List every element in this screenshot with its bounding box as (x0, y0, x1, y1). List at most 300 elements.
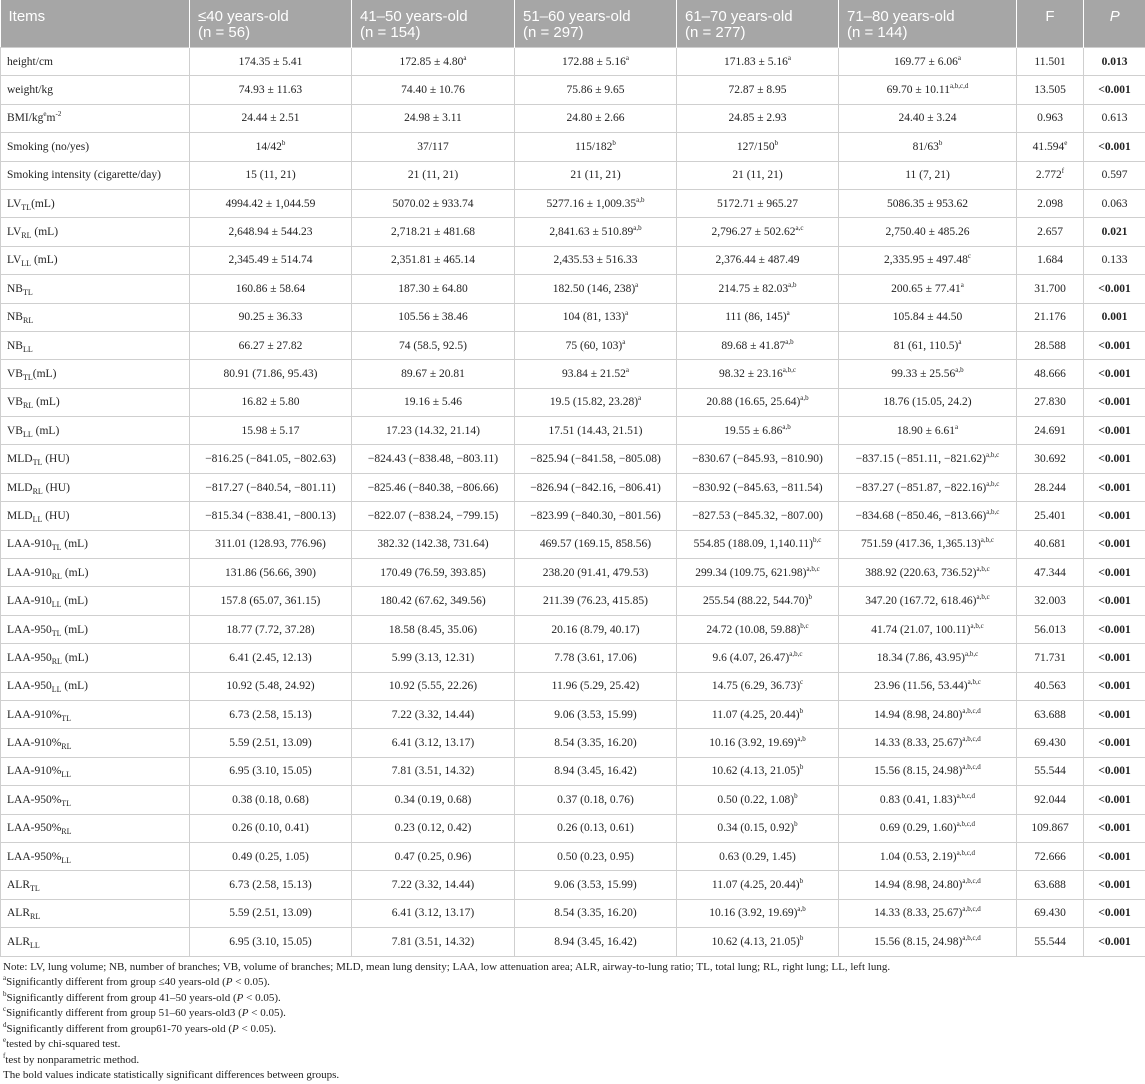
cell-value: 74.93 ± 11.63 (239, 84, 302, 96)
cell-superscript: b (808, 593, 812, 601)
table-cell (515, 842, 677, 870)
cell-value: 7.81 (3.51, 14.32) (392, 936, 474, 948)
cell-superscript: a,b,c,d (957, 849, 975, 857)
table-cell (839, 331, 1017, 359)
f-number: 28.244 (1034, 482, 1066, 494)
f-value (1017, 360, 1084, 388)
table-cell (515, 275, 677, 303)
table-cell (515, 133, 677, 161)
table-cell (190, 104, 352, 132)
table-cell (839, 530, 1017, 558)
p-value: <0.001 (1084, 700, 1145, 728)
table-cell (515, 48, 677, 76)
cell-value: −816.25 (−841.05, −802.63) (205, 453, 336, 465)
f-value (1017, 899, 1084, 927)
table-cell (515, 360, 677, 388)
table-cell (352, 303, 515, 331)
cell-value: 2,796.27 ± 502.62 (712, 226, 796, 238)
table-cell (515, 76, 677, 104)
cell-superscript: a,b,c,d (962, 877, 980, 885)
item-text-suffix: (mL) (62, 538, 89, 550)
cell-superscript: a (635, 281, 638, 289)
item-text-suffix: (mL) (31, 254, 58, 266)
f-number: 72.666 (1034, 851, 1066, 863)
item-text: NB (7, 311, 23, 323)
table-row (1, 133, 1145, 161)
cell-value: 2,435.53 ± 516.33 (554, 254, 638, 266)
cell-value: 6.73 (2.58, 15.13) (229, 709, 311, 721)
f-value (1017, 303, 1084, 331)
cell-value: 111 (86, 145) (725, 311, 786, 323)
cell-value: 18.90 ± 6.61 (897, 425, 955, 437)
cell-value: −825.94 (−841.58, −805.08) (530, 453, 661, 465)
cell-value: 24.85 ± 2.93 (728, 112, 786, 124)
p-value: <0.001 (1084, 729, 1145, 757)
table-cell (677, 189, 839, 217)
table-cell (677, 275, 839, 303)
table-cell (677, 928, 839, 956)
table-cell (677, 331, 839, 359)
table-cell (352, 161, 515, 189)
table-cell (839, 615, 1017, 643)
item-subscript: RL (61, 742, 71, 751)
note-line (3, 1053, 1145, 1069)
cell-value: 0.83 (0.41, 1.83) (880, 794, 957, 806)
cell-value: 172.88 ± 5.16 (562, 56, 626, 68)
item-text-suffix: (mL) (33, 396, 60, 408)
cell-value: 0.63 (0.29, 1.45) (719, 851, 796, 863)
cell-superscript: b (800, 707, 804, 715)
note-line (3, 1022, 1145, 1038)
cell-value: 169.77 ± 6.06 (894, 56, 958, 68)
item-text: BMI/kg (7, 112, 43, 124)
table-cell (352, 473, 515, 501)
item-subscript: TL (30, 884, 40, 893)
table-cell (677, 842, 839, 870)
table-cell (677, 133, 839, 161)
table-cell (352, 700, 515, 728)
cell-value: −822.07 (−838.24, −799.15) (368, 510, 499, 522)
cell-value: 180.42 (67.62, 349.56) (380, 595, 485, 607)
cell-value: 14.94 (8.98, 24.80) (874, 879, 962, 891)
cell-superscript: b (800, 877, 804, 885)
table-cell (515, 814, 677, 842)
note-marker: d (3, 1021, 7, 1029)
cell-value: −830.92 (−845.63, −811.54) (692, 482, 822, 494)
item-text-suffix: (mL) (62, 624, 89, 636)
cell-value: 2,648.94 ± 544.23 (229, 226, 313, 238)
row-item-label (1, 615, 190, 643)
table-cell (352, 786, 515, 814)
cell-superscript: b (775, 139, 779, 147)
table-cell (839, 161, 1017, 189)
table-row (1, 729, 1145, 757)
item-text-suffix: (mL) (62, 652, 89, 664)
item-subscript: LL (52, 685, 62, 694)
cell-value: 74 (58.5, 92.5) (399, 340, 467, 352)
table-cell (515, 559, 677, 587)
f-value (1017, 417, 1084, 445)
row-item-label (1, 246, 190, 274)
cell-superscript: a,b (785, 338, 793, 346)
table-cell (515, 189, 677, 217)
note-line (3, 1006, 1145, 1022)
cell-superscript: b,c (813, 536, 821, 544)
table-cell (352, 530, 515, 558)
table-row (1, 360, 1145, 388)
cell-value: −827.53 (−845.32, −807.00) (692, 510, 823, 522)
cell-value: 0.50 (0.23, 0.95) (557, 851, 634, 863)
table-cell (190, 48, 352, 76)
cell-superscript: a (958, 338, 961, 346)
item-text-suffix: (mL) (62, 595, 89, 607)
table-cell (352, 76, 515, 104)
cell-value: 81/63 (913, 141, 939, 153)
table-row (1, 814, 1145, 842)
f-number: 25.401 (1034, 510, 1066, 522)
cell-value: 11 (7, 21) (905, 169, 950, 181)
item-subscript: LL (61, 856, 71, 865)
cell-value: 105.56 ± 38.46 (398, 311, 468, 323)
cell-superscript: a (625, 309, 628, 317)
f-number: 30.692 (1034, 453, 1066, 465)
cell-value: −837.27 (−851.87, −822.16) (856, 482, 987, 494)
cell-value: 99.33 ± 25.56 (891, 368, 955, 380)
f-value (1017, 189, 1084, 217)
f-value (1017, 502, 1084, 530)
cell-value: 14/42 (256, 141, 282, 153)
table-cell (515, 331, 677, 359)
table-cell (515, 218, 677, 246)
item-text-suffix: (mL) (31, 198, 55, 210)
table-cell (839, 473, 1017, 501)
cell-value: 18.34 (7.86, 43.95) (877, 652, 965, 664)
table-cell (515, 899, 677, 927)
item-superscript: -2 (55, 110, 61, 118)
cell-superscript: a,b,c,d (962, 934, 980, 942)
cell-value: 5172.71 ± 965.27 (717, 198, 798, 210)
note-line (3, 1068, 1145, 1084)
table-cell (352, 899, 515, 927)
cell-value: 105.84 ± 44.50 (893, 311, 963, 323)
table-cell (352, 218, 515, 246)
table-cell (839, 700, 1017, 728)
f-number: 71.731 (1034, 652, 1066, 664)
row-item-label (1, 360, 190, 388)
cell-value: 5.99 (3.13, 12.31) (392, 652, 474, 664)
cell-value: −834.68 (−850.46, −813.66) (856, 510, 987, 522)
note-text: Note: LV, lung volume; NB, number of branches; VB, volume of branches; MLD, mean lung density; LAA, low attenuation area; ALR, airway-to-lung ratio; TL, total lung; RL, right lung; LL, left lung. (3, 961, 890, 973)
table-row (1, 218, 1145, 246)
cell-value: 15 (11, 21) (245, 169, 295, 181)
header-f: F (1017, 0, 1084, 48)
cell-value: 5277.16 ± 1,009.35 (546, 198, 636, 210)
table-cell (190, 871, 352, 899)
cell-superscript: a,b (797, 905, 805, 913)
f-number: 2.657 (1037, 226, 1063, 238)
cell-value: 2,750.40 ± 485.26 (886, 226, 970, 238)
item-text: LAA-950% (7, 794, 61, 806)
row-item-label (1, 445, 190, 473)
table-cell (190, 133, 352, 161)
item-subscript: LL (61, 770, 71, 779)
cell-value: 18.58 (8.45, 35.06) (389, 624, 477, 636)
table-cell (677, 303, 839, 331)
note-line (3, 960, 1145, 976)
table-row (1, 161, 1145, 189)
item-text: LAA-910 (7, 595, 52, 607)
cell-value: 255.54 (88.22, 544.70) (703, 595, 808, 607)
cell-value: 347.20 (167.72, 618.46) (865, 595, 976, 607)
table-cell (839, 246, 1017, 274)
p-value: 0.013 (1084, 48, 1145, 76)
table-cell (190, 502, 352, 530)
table-cell (515, 417, 677, 445)
table-row (1, 417, 1145, 445)
cell-value: −826.94 (−842.16, −806.41) (530, 482, 661, 494)
note-marker: c (3, 1005, 6, 1013)
cell-value: 0.49 (0.25, 1.05) (232, 851, 309, 863)
cell-value: 2,345.49 ± 514.74 (229, 254, 313, 266)
item-subscript: LL (23, 345, 33, 354)
cell-value: 11.96 (5.29, 25.42) (552, 680, 640, 692)
table-row (1, 303, 1145, 331)
table-cell (839, 786, 1017, 814)
cell-superscript: a (958, 54, 961, 62)
cell-value: 6.73 (2.58, 15.13) (229, 879, 311, 891)
table-cell (190, 275, 352, 303)
note-italic: P (226, 976, 233, 988)
cell-value: 5086.35 ± 953.62 (887, 198, 968, 210)
row-item-label (1, 331, 190, 359)
f-value (1017, 218, 1084, 246)
cell-value: 14.33 (8.33, 25.67) (874, 737, 962, 749)
table-cell (839, 502, 1017, 530)
note-text: Significantly different from group ≤40 years-old ( (6, 976, 226, 988)
p-value: <0.001 (1084, 331, 1145, 359)
table-row (1, 473, 1145, 501)
cell-value: −837.15 (−851.11, −821.62) (856, 453, 986, 465)
p-value: <0.001 (1084, 530, 1145, 558)
cell-value: 311.01 (128.93, 776.96) (215, 538, 326, 550)
cell-superscript: a (638, 394, 641, 402)
cell-superscript: a,b,c (986, 508, 999, 516)
cell-value: 160.86 ± 58.64 (236, 283, 306, 295)
f-number: 40.563 (1034, 680, 1066, 692)
table-cell (677, 899, 839, 927)
f-value (1017, 587, 1084, 615)
f-value (1017, 445, 1084, 473)
item-text-suffix: (mL) (33, 425, 60, 437)
cell-value: 41.74 (21.07, 100.11) (871, 624, 970, 636)
cell-value: 7.81 (3.51, 14.32) (392, 765, 474, 777)
cell-value: 9.06 (3.53, 15.99) (554, 879, 636, 891)
cell-value: 6.41 (2.45, 12.13) (229, 652, 311, 664)
cell-superscript: a,b (788, 281, 796, 289)
item-text-suffix: (mL) (62, 680, 89, 692)
item-text: MLD (7, 482, 33, 494)
table-cell (190, 76, 352, 104)
p-value: <0.001 (1084, 360, 1145, 388)
f-number: 63.688 (1034, 709, 1066, 721)
table-cell (677, 445, 839, 473)
cell-value: 131.86 (56.66, 390) (225, 567, 316, 579)
cell-value: 21 (11, 21) (570, 169, 620, 181)
cell-superscript: a (626, 366, 629, 374)
f-number: 31.700 (1034, 283, 1066, 295)
table-cell (515, 104, 677, 132)
cell-value: 10.92 (5.48, 24.92) (226, 680, 314, 692)
f-value (1017, 331, 1084, 359)
table-cell (190, 473, 352, 501)
table-cell (839, 133, 1017, 161)
table-cell (515, 871, 677, 899)
cell-value: −830.67 (−845.93, −810.90) (692, 453, 823, 465)
table-cell (190, 360, 352, 388)
cell-superscript: a,b,c (789, 650, 802, 658)
table-cell (839, 871, 1017, 899)
cell-value: 17.23 (14.32, 21.14) (386, 425, 480, 437)
cell-value: 10.16 (3.92, 19.69) (709, 737, 797, 749)
table-cell (352, 104, 515, 132)
note-line (3, 991, 1145, 1007)
f-value (1017, 871, 1084, 899)
item-subscript: LL (52, 600, 62, 609)
item-text: VB (7, 368, 23, 380)
table-cell (839, 104, 1017, 132)
row-item-label (1, 303, 190, 331)
cell-value: 72.87 ± 8.95 (728, 84, 786, 96)
note-text-suffix: < 0.05). (239, 1023, 276, 1035)
f-value (1017, 644, 1084, 672)
f-number: 92.044 (1034, 794, 1066, 806)
f-value (1017, 473, 1084, 501)
table-row (1, 331, 1145, 359)
cell-value: 0.37 (0.18, 0.76) (557, 794, 634, 806)
table-row (1, 928, 1145, 956)
row-item-label (1, 473, 190, 501)
cell-superscript: a,b,c (971, 622, 984, 630)
table-cell (352, 559, 515, 587)
table-cell (190, 246, 352, 274)
note-line (3, 1037, 1145, 1053)
table-cell (515, 615, 677, 643)
table-cell (677, 48, 839, 76)
table-cell (677, 786, 839, 814)
cell-value: 104 (81, 133) (563, 311, 625, 323)
table-cell (677, 559, 839, 587)
f-value (1017, 672, 1084, 700)
item-text: LV (7, 198, 21, 210)
cell-superscript: a,b (800, 394, 808, 402)
p-value: <0.001 (1084, 842, 1145, 870)
cell-value: −823.99 (−840.30, −801.56) (530, 510, 661, 522)
table-cell (839, 928, 1017, 956)
table-cell (677, 700, 839, 728)
item-subscript: TL (61, 799, 71, 808)
table-cell (352, 388, 515, 416)
item-subscript: RL (23, 316, 33, 325)
cell-value: 19.5 (15.82, 23.28) (550, 396, 638, 408)
p-value: <0.001 (1084, 502, 1145, 530)
table-cell (677, 246, 839, 274)
p-value: 0.133 (1084, 246, 1145, 274)
item-text: LV (7, 254, 21, 266)
row-item-label (1, 502, 190, 530)
header-p: P (1084, 0, 1145, 48)
cell-value: 21 (11, 21) (732, 169, 782, 181)
cell-value: −825.46 (−840.38, −806.66) (368, 482, 499, 494)
cell-value: 16.82 ± 5.80 (241, 396, 299, 408)
table-cell (190, 757, 352, 785)
item-subscript: TL (52, 629, 62, 638)
item-subscript: RL (52, 572, 62, 581)
p-value: <0.001 (1084, 814, 1145, 842)
cell-value: 89.68 ± 41.87 (721, 340, 785, 352)
note-line (3, 975, 1145, 991)
cell-value: 554.85 (188.09, 1,140.11) (694, 538, 813, 550)
f-value (1017, 133, 1084, 161)
p-value: <0.001 (1084, 275, 1145, 303)
cell-value: 0.26 (0.13, 0.61) (557, 822, 634, 834)
cell-value: 238.20 (91.41, 479.53) (543, 567, 648, 579)
table-cell (352, 928, 515, 956)
row-item-label (1, 417, 190, 445)
cell-value: 89.67 ± 20.81 (401, 368, 465, 380)
cell-value: 182.50 (146, 238) (553, 283, 635, 295)
table-cell (515, 644, 677, 672)
table-cell (677, 502, 839, 530)
f-number: 21.176 (1034, 311, 1066, 323)
f-number: 24.691 (1034, 425, 1066, 437)
table-cell (352, 672, 515, 700)
row-item-label (1, 133, 190, 161)
table-cell (190, 644, 352, 672)
table-cell (677, 473, 839, 501)
note-text: The bold values indicate statistically significant differences between groups. (3, 1069, 339, 1081)
table-row (1, 275, 1145, 303)
item-text: LAA-950% (7, 822, 61, 834)
item-text: Smoking intensity (cigarette/day) (7, 169, 161, 181)
table-cell (352, 814, 515, 842)
item-text: NB (7, 340, 23, 352)
item-text-suffix: (HU) (42, 510, 69, 522)
cell-value: 2,335.95 ± 497.48 (884, 254, 968, 266)
cell-value: 6.41 (3.12, 13.17) (392, 907, 474, 919)
cell-value: 7.22 (3.32, 14.44) (392, 709, 474, 721)
cell-superscript: b,c (800, 622, 808, 630)
item-text: weight/kg (7, 84, 53, 96)
cell-value: 14.75 (6.29, 36.73) (712, 680, 800, 692)
item-text: VB (7, 425, 23, 437)
table-cell (190, 445, 352, 473)
cell-superscript: c (968, 252, 971, 260)
table-cell (677, 417, 839, 445)
f-value (1017, 48, 1084, 76)
cell-superscript: b (612, 139, 616, 147)
table-cell (190, 303, 352, 331)
table-body (1, 48, 1145, 957)
table-cell (677, 615, 839, 643)
header-group-51-60: 51–60 years-old (n = 297) (515, 0, 677, 48)
item-subscript: TL (33, 458, 43, 467)
cell-value: 69.70 ± 10.11 (887, 84, 950, 96)
row-item-label (1, 644, 190, 672)
table-row (1, 700, 1145, 728)
p-value: 0.597 (1084, 161, 1145, 189)
cell-value: 10.16 (3.92, 19.69) (709, 907, 797, 919)
header-group-71-80: 71–80 years-old (n = 144) (839, 0, 1017, 48)
